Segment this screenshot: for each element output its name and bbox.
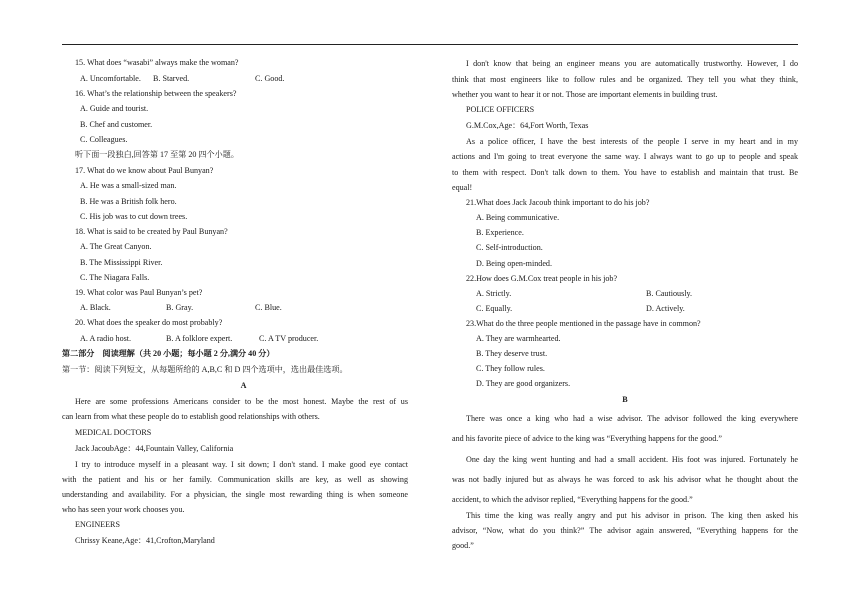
q16-option-b: B. Chef and customer. — [80, 120, 153, 129]
q21-option-a: A. Being communicative. — [476, 213, 560, 222]
passage-a-p3-line3: whether you want to hear it or not. Those are important elements in building trust. — [452, 90, 718, 99]
question-20: 20. What does the speaker do most probably? — [75, 318, 223, 327]
passage-b-p3-line3: good.” — [452, 541, 474, 550]
q22-option-b: B. Cautiously. — [646, 289, 693, 298]
q17-option-c: C. His job was to cut down trees. — [80, 212, 188, 221]
q19-option-c: C. Blue. — [255, 303, 282, 312]
passage-a-p4-line3: to them with respect. Don't talk down to them. You have to establish and maintain that trust. Be — [452, 168, 798, 177]
q19-option-b: B. Gray. — [166, 303, 194, 312]
question-22: 22.How does G.M.Cox treat people in his job? — [466, 274, 618, 283]
gm-cox-info: G.M.Cox,Age：64,Fort Worth, Texas — [466, 121, 589, 130]
header-rule — [62, 44, 798, 45]
q17-option-a: A. He was a small-sized man. — [80, 181, 177, 190]
passage-b-label: B — [622, 395, 628, 404]
q15-option-b: B. Starved. — [153, 74, 190, 83]
part2-instruction: 第一节：阅读下列短文，从每题所给的 A,B,C 和 D 四个选项中，选出最佳选项。 — [62, 365, 348, 374]
q23-option-a: A. They are warmhearted. — [476, 334, 561, 343]
passage-a-p1-line1: Here are some professions Americans consider to be the most honest. Maybe the rest of us — [75, 397, 408, 406]
question-16: 16. What’s the relationship between the speakers? — [75, 89, 237, 98]
q15-option-a: A. Uncomfortable. — [80, 74, 141, 83]
q23-option-c: C. They follow rules. — [476, 364, 545, 373]
passage-b-p2-line1: One day the king went hunting and had a small accident. His foot was injured. Fortunately he — [466, 455, 798, 464]
question-18: 18. What is said to be created by Paul Bunyan? — [75, 227, 228, 236]
q20-option-b: B. A folklore expert. — [166, 334, 233, 343]
passage-a-p2-line2: with the patient and his or her family. Communication skills are key, as well as showing — [62, 475, 408, 484]
q22-option-a: A. Strictly. — [476, 289, 512, 298]
jack-jacoub-info: Jack JacoubAge：44,Fountain Valley, California — [75, 444, 234, 453]
heading-police-officers: POLICE OFFICERS — [466, 105, 535, 114]
question-21: 21.What does Jack Jacoub think important to do his job? — [466, 198, 650, 207]
instruction-17-20: 听下面一段独白,回答第 17 至第 20 四个小题。 — [75, 150, 239, 159]
q22-option-c: C. Equally. — [476, 304, 513, 313]
passage-a-p4-line2: actions and I'm going to treat everyone the same way. I always want to go up to people and speak — [452, 152, 798, 161]
passage-b-p1-line2: and his favorite piece of advice to the king was “Everything happens for the good.” — [452, 434, 722, 443]
passage-a-p4-line1: As a police officer, I have the best interests of the people I serve in my heart and in my — [466, 137, 798, 146]
passage-a-p3-line1: I don't know that being an engineer means you are automatically trustworthy. However, I do — [466, 59, 798, 68]
q16-option-c: C. Colleagues. — [80, 135, 128, 144]
q18-option-a: A. The Great Canyon. — [80, 242, 152, 251]
q22-option-d: D. Actively. — [646, 304, 685, 313]
passage-a-label: A — [240, 381, 247, 390]
q23-option-d: D. They are good organizers. — [476, 379, 571, 388]
question-17: 17. What do we know about Paul Bunyan? — [75, 166, 214, 175]
passage-a-p2-line1: I try to introduce myself in a pleasant way. I sit down; I don't stand. I make good eye contact — [75, 460, 408, 469]
q16-option-a: A. Guide and tourist. — [80, 104, 149, 113]
q20-option-c: C. A TV producer. — [259, 334, 319, 343]
passage-a-p3-line2: think that most engineers like to follow rules and be organized. They tell you what they think, — [452, 75, 798, 84]
question-15: 15. What does “wasabi” always make the woman? — [75, 58, 239, 67]
q18-option-b: B. The Mississippi River. — [80, 258, 163, 267]
passage-b-p1-line1: There was once a king who had a wise advisor. The advisor followed the king everywhere — [466, 414, 798, 423]
passage-b-p3-line1: This time the king was really angry and put his advisor in prison. The king then asked his — [466, 511, 798, 520]
q21-option-d: D. Being open-minded. — [476, 259, 552, 268]
q21-option-b: B. Experience. — [476, 228, 524, 237]
heading-medical-doctors: MEDICAL DOCTORS — [75, 428, 152, 437]
q18-option-c: C. The Niagara Falls. — [80, 273, 150, 282]
passage-a-p4-line4: equal! — [452, 183, 473, 192]
chrissy-keane-info: Chrissy Keane,Age：41,Crofton,Maryland — [75, 536, 215, 545]
passage-a-p1-line2: can learn from what these people do to establish good relationships with others. — [62, 412, 320, 421]
q15-option-c: C. Good. — [255, 74, 285, 83]
passage-b-p2-line2: was not badly injured but as always he was forced to ask his advisor what he thought about the — [452, 475, 798, 484]
q23-option-b: B. They deserve trust. — [476, 349, 548, 358]
passage-b-p3-line2: advisor, “Now, what do you think?” The advisor again answered, “Everything happens for the — [452, 526, 798, 535]
q17-option-b: B. He was a British folk hero. — [80, 197, 177, 206]
part2-title: 第二部分 阅读理解（共 20 小题；每小题 2 分,满分 40 分） — [62, 349, 275, 358]
q20-option-a: A. A radio host. — [80, 334, 132, 343]
passage-a-p2-line4: who has seen your work chooses you. — [62, 505, 185, 514]
q19-option-a: A. Black. — [80, 303, 111, 312]
question-19: 19. What color was Paul Bunyan’s pet? — [75, 288, 203, 297]
heading-engineers: ENGINEERS — [75, 520, 120, 529]
passage-a-p2-line3: understanding and availability. For a physician, the single most rewarding thing is when someone — [62, 490, 408, 499]
question-23: 23.What do the three people mentioned in the passage have in common? — [466, 319, 701, 328]
passage-b-p2-line3: accident, to which the advisor replied, “Everything happens for the good.” — [452, 495, 693, 504]
q21-option-c: C. Self-introduction. — [476, 243, 543, 252]
